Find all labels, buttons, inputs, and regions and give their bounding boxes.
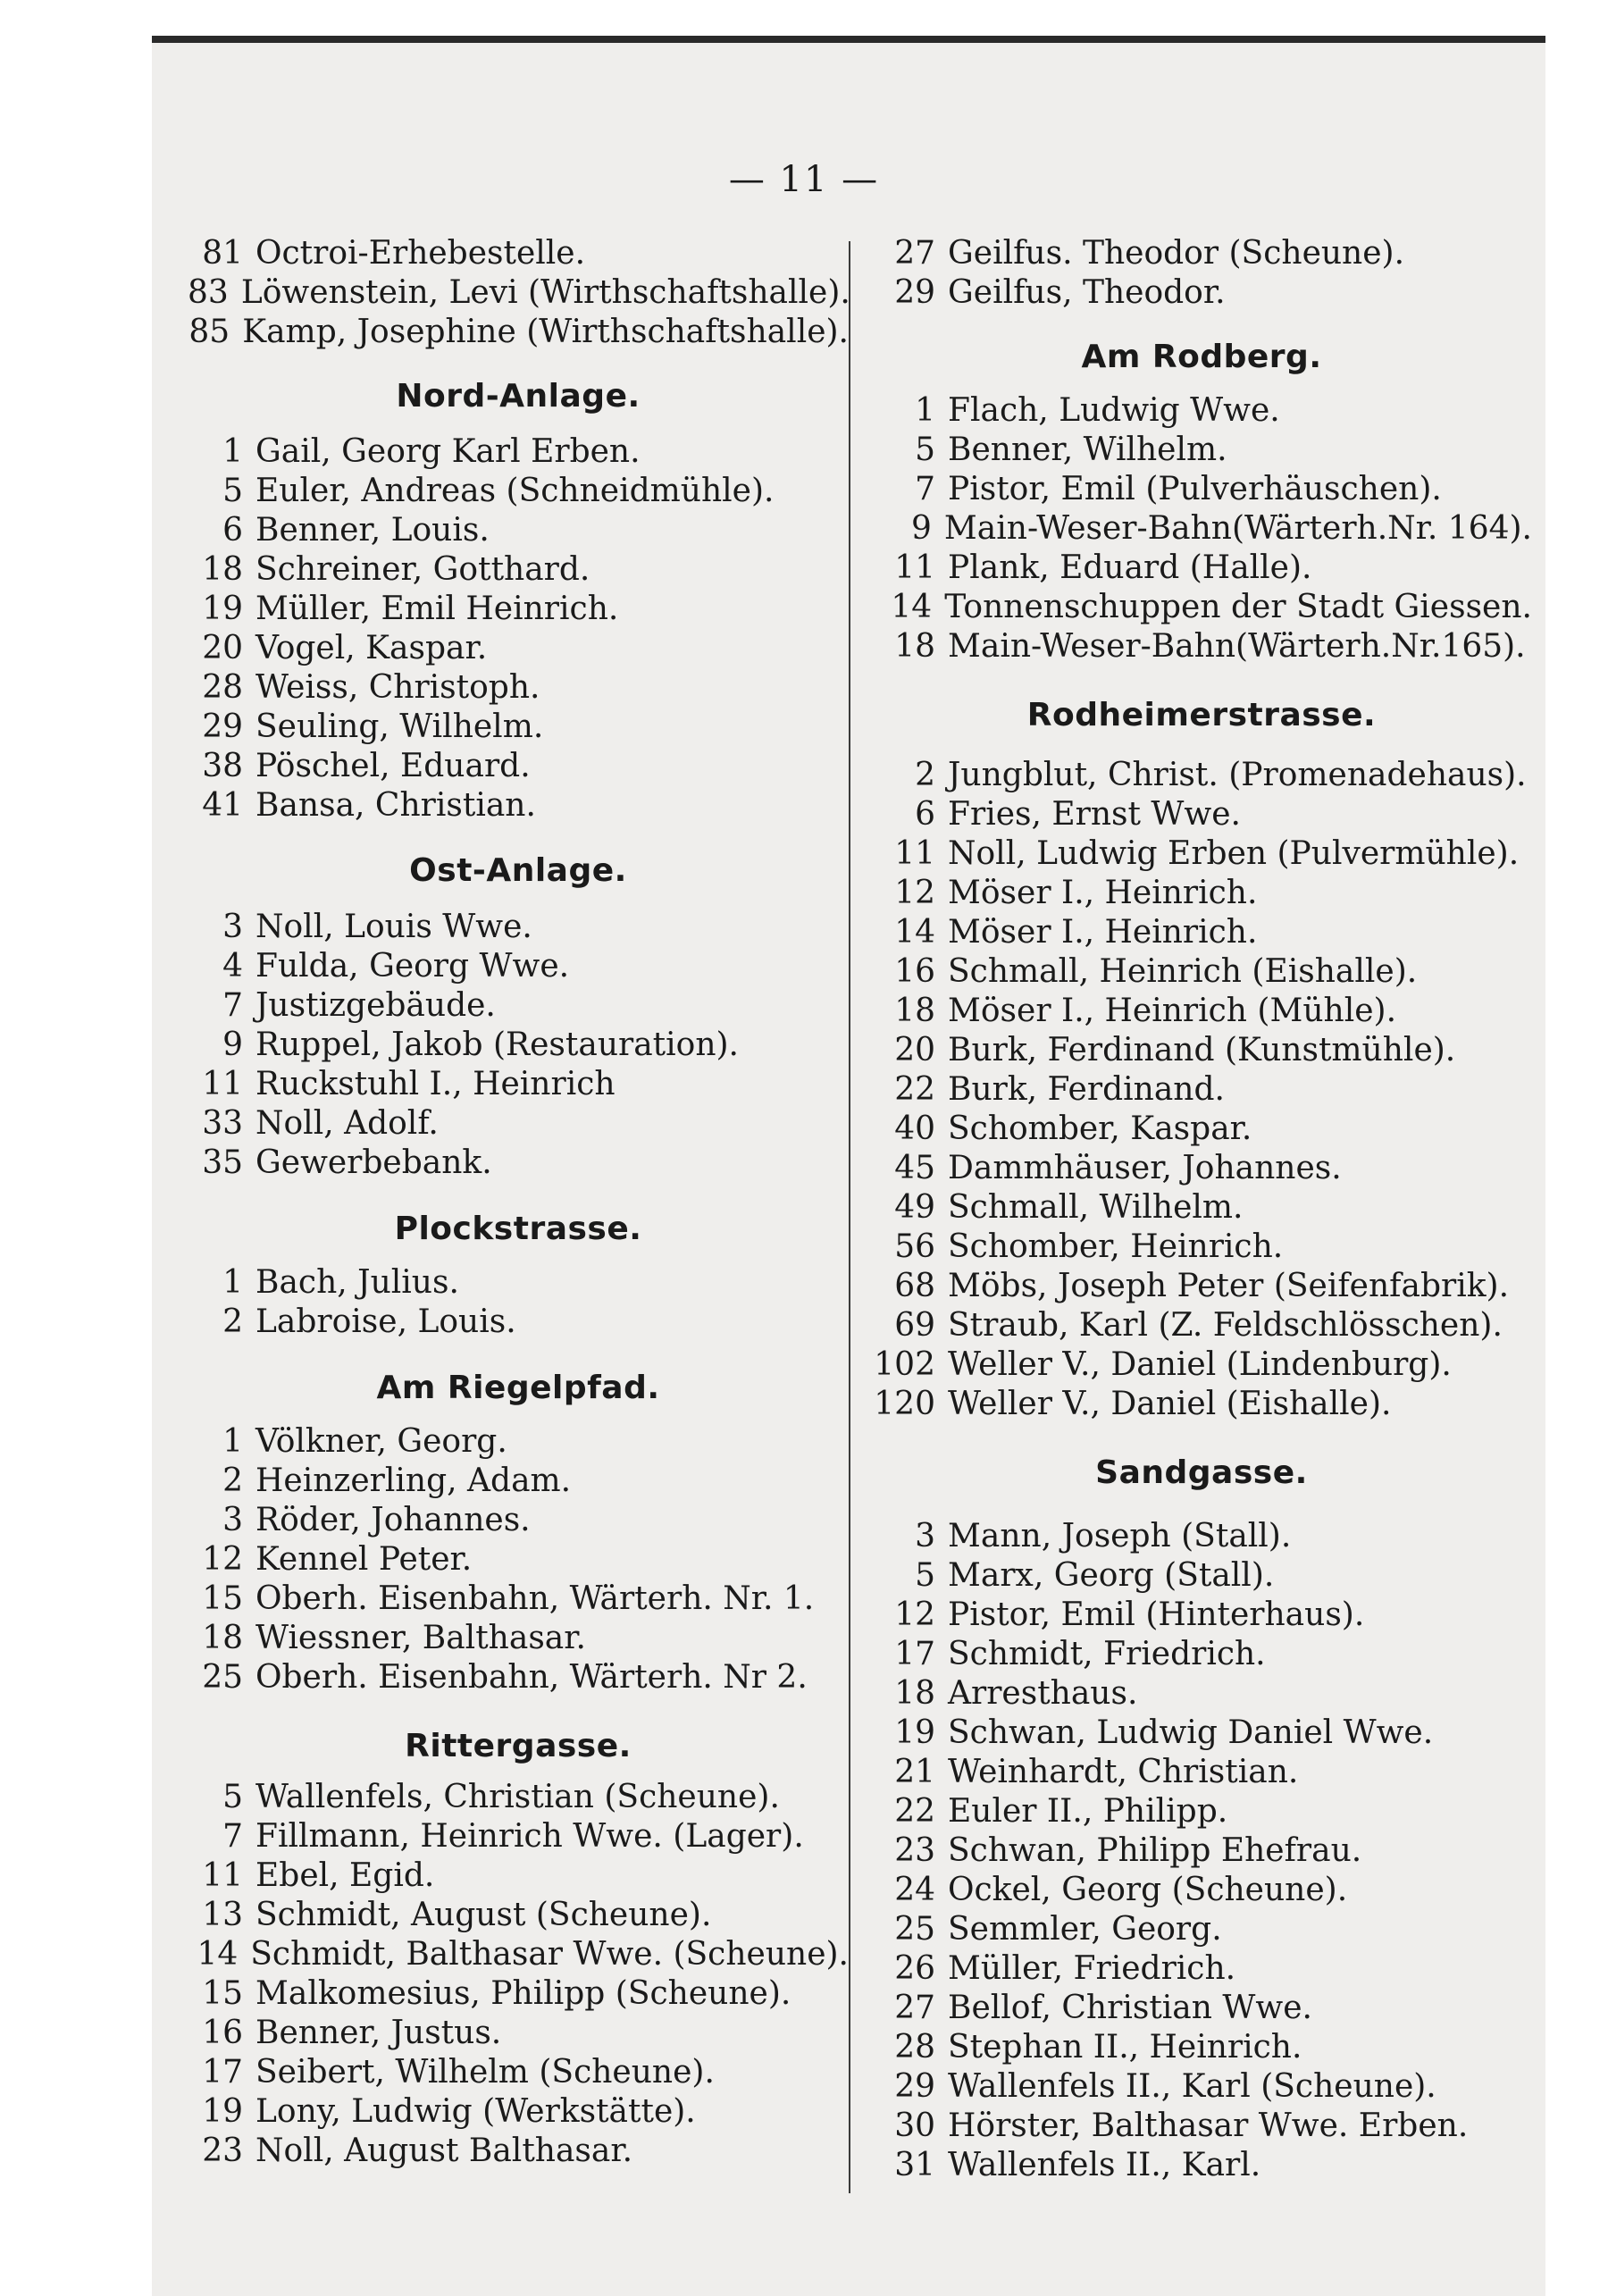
entry-text: Müller, Emil Heinrich. [255, 591, 619, 627]
list-item [871, 1635, 1532, 1674]
list-item [871, 1831, 1532, 1871]
list-item [188, 234, 849, 273]
house-number: 1 [915, 392, 935, 429]
entry-text: Kamp, Josephine (Wirthschaftshalle). [242, 314, 849, 350]
entry-text: Ebel, Egid. [255, 1857, 435, 1894]
list-item [871, 1910, 1532, 1949]
house-number: 7 [222, 987, 243, 1024]
entry-text: Benner, Louis. [255, 512, 490, 549]
entry-text: Straub, Karl (Z. Feldschlösschen). [948, 1307, 1503, 1344]
entry-text: Röder, Johannes. [255, 1502, 531, 1538]
house-number: 28 [202, 669, 243, 706]
entry-text: Schmidt, August (Scheune). [255, 1897, 712, 1933]
house-number: 23 [894, 1832, 935, 1869]
list-item [188, 908, 849, 947]
entry-text: Weiss, Christoph. [255, 669, 540, 706]
list-item [188, 1619, 849, 1658]
entry-text: Euler II., Philipp. [948, 1793, 1228, 1830]
house-number: 68 [894, 1268, 935, 1304]
house-number: 25 [894, 1911, 935, 1948]
entry-text: Ockel, Georg (Scheune). [948, 1872, 1348, 1908]
list-item [188, 1817, 849, 1856]
entry-text: Noll, Louis Wwe. [255, 909, 532, 945]
list-item [871, 1031, 1532, 1070]
section-heading-plockstrasse: Plockstrasse. [394, 1211, 642, 1247]
list-item [188, 629, 849, 668]
house-number: 12 [894, 875, 935, 911]
list-item [188, 511, 849, 550]
house-number: 1 [222, 1264, 243, 1301]
house-number: 40 [894, 1110, 935, 1147]
list-item [188, 1935, 849, 1974]
page-number: — 11 — [728, 159, 880, 200]
list-item [188, 1856, 849, 1896]
entry-text: Plank, Eduard (Halle). [948, 549, 1312, 586]
list-item [871, 1753, 1532, 1792]
entry-text: Völkner, Georg. [255, 1423, 507, 1460]
list-item [871, 1714, 1532, 1753]
house-number: 85 [188, 314, 230, 350]
list-item [871, 1306, 1532, 1345]
entry-text: Euler, Andreas (Schneidmühle). [255, 473, 775, 509]
house-number: 9 [222, 1026, 243, 1063]
section-list-am-rodberg [871, 391, 1532, 666]
list-item [188, 1501, 849, 1540]
list-item [871, 273, 1532, 313]
list-item [871, 795, 1532, 834]
entry-text: Hörster, Balthasar Wwe. Erben. [948, 2107, 1469, 2144]
house-number: 11 [202, 1857, 243, 1894]
entry-text: Fulda, Georg Wwe. [255, 948, 570, 985]
list-item [188, 1974, 849, 2014]
house-number: 69 [894, 1307, 935, 1344]
entry-text: Semmler, Georg. [948, 1911, 1222, 1948]
house-number: 16 [202, 2015, 243, 2051]
entry-text: Mann, Joseph (Stall). [948, 1518, 1292, 1554]
list-item [871, 470, 1532, 509]
entry-text: Vogel, Kaspar. [255, 630, 488, 666]
house-number: 5 [915, 432, 935, 468]
entry-text: Oberh. Eisenbahn, Wärterh. Nr. 1. [255, 1580, 815, 1617]
house-number: 20 [894, 1032, 935, 1068]
house-number: 18 [894, 628, 935, 665]
house-number: 9 [911, 510, 932, 547]
entry-text: Schmall, Heinrich (Eishalle). [948, 953, 1418, 990]
house-number: 18 [202, 1620, 243, 1656]
house-number: 3 [222, 1502, 243, 1538]
entry-text: Wallenfels, Christian (Scheune). [255, 1779, 780, 1815]
entry-text: Schmidt, Balthasar Wwe. (Scheune). [250, 1936, 849, 1973]
entry-text: Labroise, Louis. [255, 1303, 516, 1340]
house-number: 16 [894, 953, 935, 990]
list-item [188, 1303, 849, 1342]
entry-text: Schmidt, Friedrich. [948, 1636, 1266, 1672]
house-number: 14 [197, 1936, 239, 1973]
house-number: 6 [222, 512, 243, 549]
entry-text: Weller V., Daniel (Eishalle). [948, 1386, 1392, 1422]
list-item [871, 1792, 1532, 1831]
entry-text: Main-Weser-Bahn(Wärterh.Nr.165). [948, 628, 1526, 665]
house-number: 18 [202, 551, 243, 588]
house-number: 25 [202, 1659, 243, 1696]
house-number: 5 [915, 1557, 935, 1594]
entry-text: Bellof, Christian Wwe. [948, 1990, 1312, 2026]
list-item [871, 1385, 1532, 1424]
entry-text: Noll, August Balthasar. [255, 2133, 633, 2169]
entry-text: Benner, Wilhelm. [948, 432, 1227, 468]
list-item [871, 952, 1532, 992]
list-item [188, 947, 849, 986]
list-item [188, 1580, 849, 1619]
list-item [188, 273, 849, 313]
house-number: 18 [894, 993, 935, 1029]
house-number: 41 [202, 787, 243, 824]
house-number: 11 [894, 549, 935, 586]
list-item [871, 1517, 1532, 1556]
list-item [871, 1345, 1532, 1385]
list-item [871, 2067, 1532, 2107]
list-item [188, 2132, 849, 2171]
house-number: 29 [202, 708, 243, 745]
entry-text: Octroi-Erhebestelle. [255, 235, 586, 272]
house-number: 29 [894, 2068, 935, 2105]
entry-text: Arresthaus. [948, 1675, 1138, 1712]
section-list-nord-anlage [188, 432, 849, 825]
list-item [188, 590, 849, 629]
entry-text: Heinzerling, Adam. [255, 1462, 572, 1499]
house-number: 1 [222, 1423, 243, 1460]
house-number: 27 [894, 1990, 935, 2026]
entry-text: Weinhardt, Christian. [948, 1754, 1299, 1790]
left-column [188, 234, 849, 2171]
section-heading-am-rodberg: Am Rodberg. [1081, 339, 1322, 375]
house-number: 5 [222, 473, 243, 509]
list-item [871, 2146, 1532, 2185]
entry-text: Bach, Julius. [255, 1264, 459, 1301]
house-number: 12 [202, 1541, 243, 1578]
entry-text: Schomber, Kaspar. [948, 1110, 1252, 1147]
section-list-rodheimerstrasse [871, 756, 1532, 1424]
entry-text: Dammhäuser, Johannes. [948, 1150, 1342, 1186]
list-item [871, 234, 1532, 273]
house-number: 6 [915, 796, 935, 833]
entry-text: Möser I., Heinrich. [948, 875, 1258, 911]
list-item [871, 1989, 1532, 2028]
entry-text: Oberh. Eisenbahn, Wärterh. Nr 2. [255, 1659, 808, 1696]
list-item [871, 1556, 1532, 1596]
list-item [188, 786, 849, 825]
entry-text: Geilfus, Theodor. [948, 274, 1226, 311]
section-list-ost-anlage [188, 908, 849, 1183]
top-rule [152, 36, 1545, 43]
house-number: 19 [894, 1714, 935, 1751]
list-item [871, 834, 1532, 874]
house-number: 27 [894, 235, 935, 272]
list-item [871, 1871, 1532, 1910]
list-item [188, 2014, 849, 2053]
entry-text: Burk, Ferdinand. [948, 1071, 1225, 1108]
house-number: 49 [894, 1189, 935, 1226]
house-number: 21 [894, 1754, 935, 1790]
list-item [871, 874, 1532, 913]
list-item [188, 1263, 849, 1303]
list-item [188, 1026, 849, 1065]
house-number: 13 [202, 1897, 243, 1933]
entry-text: Benner, Justus. [255, 2015, 502, 2051]
house-number: 30 [894, 2107, 935, 2144]
entry-text: Gail, Georg Karl Erben. [255, 433, 641, 470]
list-item [871, 1228, 1532, 1267]
list-item [188, 1540, 849, 1580]
entry-text: Geilfus. Theodor (Scheune). [948, 235, 1405, 272]
entry-text: Ruckstuhl I., Heinrich [255, 1066, 616, 1102]
house-number: 5 [222, 1779, 243, 1815]
house-number: 11 [894, 835, 935, 872]
list-item [871, 1110, 1532, 1149]
list-item [188, 432, 849, 472]
section-heading-ost-anlage: Ost-Anlage. [409, 852, 627, 889]
house-number: 28 [894, 2029, 935, 2066]
entry-text: Möser I., Heinrich (Mühle). [948, 993, 1397, 1029]
list-item [188, 550, 849, 590]
list-item [188, 472, 849, 511]
entry-text: Burk, Ferdinand (Kunstmühle). [948, 1032, 1456, 1068]
entry-text: Tonnenschuppen der Stadt Giessen. [944, 589, 1532, 625]
entry-text: Pistor, Emil (Hinterhaus). [948, 1596, 1365, 1633]
entry-text: Marx, Georg (Stall). [948, 1557, 1275, 1594]
section-heading-rodheimerstrasse: Rodheimerstrasse. [1026, 697, 1377, 733]
house-number: 12 [894, 1596, 935, 1633]
entry-text: Weller V., Daniel (Lindenburg). [948, 1346, 1452, 1383]
section-list-plockstrasse [188, 1263, 849, 1342]
entry-text: Flach, Ludwig Wwe. [948, 392, 1280, 429]
entry-text: Schomber, Heinrich. [948, 1228, 1284, 1265]
list-item [188, 1658, 849, 1697]
list-item [188, 747, 849, 786]
house-number: 31 [894, 2147, 935, 2183]
list-item [188, 1422, 849, 1462]
list-item [871, 992, 1532, 1031]
entry-text: Justizgebäude. [255, 987, 496, 1024]
list-item [188, 1896, 849, 1935]
house-number: 7 [222, 1818, 243, 1855]
entry-text: Seuling, Wilhelm. [255, 708, 544, 745]
house-number: 83 [188, 274, 229, 311]
entry-text: Noll, Adolf. [255, 1105, 439, 1142]
list-item [871, 391, 1532, 431]
list-item [871, 1188, 1532, 1228]
section-list-rittergasse [188, 1778, 849, 2171]
house-number: 19 [202, 591, 243, 627]
entry-text: Malkomesius, Philipp (Scheune). [255, 1975, 791, 2012]
list-item [188, 668, 849, 708]
list-item [871, 913, 1532, 952]
list-item [188, 1104, 849, 1144]
house-number: 22 [894, 1793, 935, 1830]
list-item [188, 2092, 849, 2132]
section-heading-sandgasse: Sandgasse. [1095, 1454, 1308, 1491]
house-number: 15 [202, 1975, 243, 2012]
entry-text: Main-Weser-Bahn(Wärterh.Nr. 164). [943, 510, 1532, 547]
entry-text: Stephan II., Heinrich. [948, 2029, 1302, 2066]
list-item [871, 1949, 1532, 1989]
entry-text: Kennel Peter. [255, 1541, 473, 1578]
section-heading-rittergasse: Rittergasse. [405, 1728, 632, 1764]
entry-text: Jungblut, Christ. (Promenadehaus). [948, 757, 1527, 793]
list-item [188, 313, 849, 352]
house-number: 120 [874, 1386, 935, 1422]
list-item [188, 1778, 849, 1817]
list-item [871, 1149, 1532, 1188]
entry-text: Gewerbebank. [255, 1144, 492, 1181]
house-number: 20 [202, 630, 243, 666]
list-item [871, 1596, 1532, 1635]
house-number: 23 [202, 2133, 243, 2169]
entry-text: Pistor, Emil (Pulverhäuschen). [948, 471, 1442, 507]
house-number: 14 [894, 914, 935, 951]
house-number: 45 [894, 1150, 935, 1186]
house-number: 17 [894, 1636, 935, 1672]
list-item [188, 1462, 849, 1501]
entry-text: Fillmann, Heinrich Wwe. (Lager). [255, 1818, 804, 1855]
list-item [871, 588, 1532, 627]
entry-text: Schreiner, Gotthard. [255, 551, 590, 588]
entry-text: Möbs, Joseph Peter (Seifenfabrik). [948, 1268, 1510, 1304]
house-number: 56 [894, 1228, 935, 1265]
list-item [871, 2107, 1532, 2146]
entry-text: Bansa, Christian. [255, 787, 536, 824]
house-number: 2 [222, 1303, 243, 1340]
house-number: 81 [202, 235, 243, 272]
house-number: 1 [222, 433, 243, 470]
list-item [871, 549, 1532, 588]
entry-text: Wallenfels II., Karl. [948, 2147, 1261, 2183]
entry-text: Seibert, Wilhelm (Scheune). [255, 2054, 715, 2091]
house-number: 3 [222, 909, 243, 945]
list-item [188, 708, 849, 747]
right-column [871, 234, 1532, 2185]
entry-text: Noll, Ludwig Erben (Pulvermühle). [948, 835, 1520, 872]
house-number: 26 [894, 1950, 935, 1987]
entry-text: Schwan, Philipp Ehefrau. [948, 1832, 1362, 1869]
house-number: 38 [202, 748, 243, 784]
section-heading-nord-anlage: Nord-Anlage. [396, 378, 641, 415]
list-item [188, 1065, 849, 1104]
entry-text: Schwan, Ludwig Daniel Wwe. [948, 1714, 1434, 1751]
house-number: 4 [222, 948, 243, 985]
house-number: 3 [915, 1518, 935, 1554]
entry-text: Möser I., Heinrich. [948, 914, 1258, 951]
list-item [871, 509, 1532, 549]
house-number: 2 [915, 757, 935, 793]
house-number: 19 [202, 2093, 243, 2130]
house-number: 14 [891, 589, 933, 625]
house-number: 35 [202, 1144, 243, 1181]
list-item [871, 1070, 1532, 1110]
house-number: 15 [202, 1580, 243, 1617]
entry-text: Fries, Ernst Wwe. [948, 796, 1241, 833]
list-item [871, 756, 1532, 795]
section-heading-am-riegelpfad: Am Riegelpfad. [376, 1370, 660, 1406]
house-number: 33 [202, 1105, 243, 1142]
entry-text: Löwenstein, Levi (Wirthschaftshalle). [240, 274, 850, 311]
house-number: 22 [894, 1071, 935, 1108]
house-number: 24 [894, 1872, 935, 1908]
list-item [871, 1267, 1532, 1306]
house-number: 29 [894, 274, 935, 311]
column-divider [849, 241, 850, 2193]
list-item [871, 431, 1532, 470]
house-number: 2 [222, 1462, 243, 1499]
list-item [871, 627, 1532, 666]
list-item [871, 1674, 1532, 1714]
entry-text: Ruppel, Jakob (Restauration). [255, 1026, 740, 1063]
list-item [188, 2053, 849, 2092]
entry-text: Pöschel, Eduard. [255, 748, 531, 784]
house-number: 11 [202, 1066, 243, 1102]
entry-text: Lony, Ludwig (Werkstätte). [255, 2093, 696, 2130]
entry-text: Müller, Friedrich. [948, 1950, 1236, 1987]
list-item [188, 986, 849, 1026]
house-number: 18 [894, 1675, 935, 1712]
list-item [188, 1144, 849, 1183]
section-list-am-riegelpfad [188, 1422, 849, 1697]
house-number: 17 [202, 2054, 243, 2091]
entry-text: Wiessner, Balthasar. [255, 1620, 586, 1656]
house-number: 7 [915, 471, 935, 507]
entry-text: Schmall, Wilhelm. [948, 1189, 1244, 1226]
section-list-sandgasse [871, 1517, 1532, 2185]
house-number: 102 [874, 1346, 935, 1383]
list-item [871, 2028, 1532, 2067]
entry-text: Wallenfels II., Karl (Scheune). [948, 2068, 1436, 2105]
